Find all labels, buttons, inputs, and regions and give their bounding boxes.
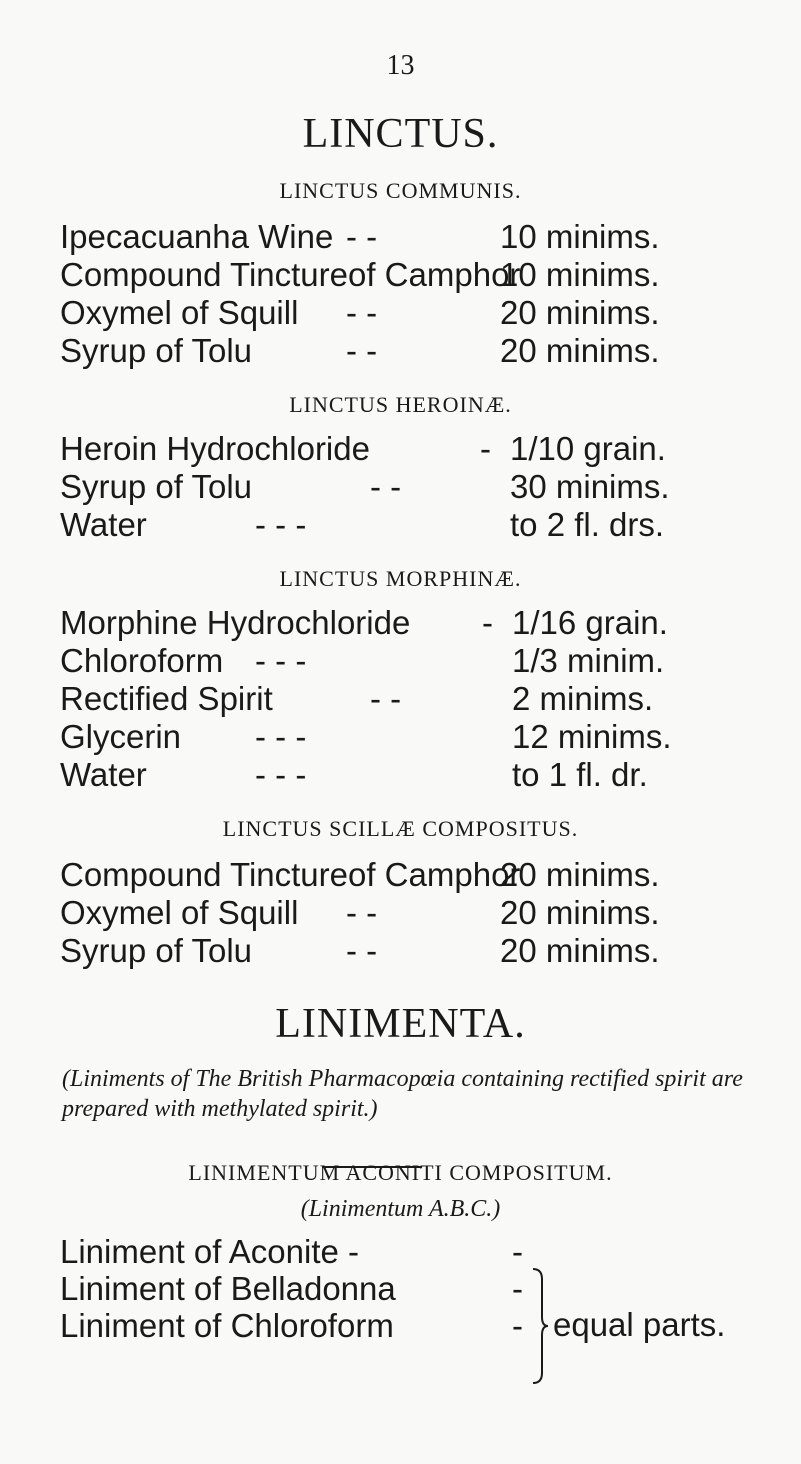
page-number: 13	[386, 50, 415, 81]
ingredient-name: Syrup of Tolu	[60, 332, 253, 369]
ingredient-quantity: 30 minims.	[510, 468, 670, 505]
ingredient-row	[60, 856, 760, 896]
ingredient-name: Chloroform	[60, 642, 224, 679]
page-title-2: LINIMENTA.	[275, 1001, 526, 1047]
ingredient-name: Glycerin	[60, 718, 182, 755]
ingredient-row	[60, 332, 760, 372]
ingredient-dash: -	[480, 430, 491, 467]
ingredient-dash: - -	[346, 332, 378, 369]
ingredient-row	[60, 642, 760, 682]
ingredient-dash: - -	[370, 468, 402, 505]
ingredient-name: Heroin Hydrochloride	[60, 430, 370, 467]
equal-parts-label: equal parts.	[553, 1306, 726, 1343]
ingredient-row	[60, 430, 760, 470]
ingredient-row	[60, 604, 760, 644]
ingredient-dash: -	[512, 1270, 523, 1307]
brace-icon	[530, 1267, 548, 1385]
ingredient-quantity: to 1 fl. dr.	[512, 756, 648, 793]
section-heading: LINCTUS HEROINÆ.	[289, 392, 512, 417]
ingredient-quantity: 20 minims.	[500, 932, 660, 969]
section-subheading: (Linimentum A.B.C.)	[300, 1196, 501, 1222]
ingredient-dash: - -	[346, 294, 378, 331]
ingredient-row	[60, 294, 760, 334]
ingredient-dash: - -	[370, 680, 402, 717]
ingredient-dash: - - -	[255, 642, 307, 679]
ingredient-name: Morphine Hydrochloride	[60, 604, 411, 641]
ingredient-dash: -	[512, 1233, 523, 1270]
ingredient-name: Water	[60, 506, 147, 543]
ingredient-dash: - - -	[255, 718, 307, 755]
ingredient-row	[60, 680, 760, 720]
ingredient-row	[60, 894, 760, 934]
ingredient-dash: -	[512, 1307, 523, 1344]
ingredient-name: Syrup of Tolu	[60, 468, 253, 505]
ingredient-row	[60, 218, 760, 258]
ingredient-row	[60, 756, 760, 796]
ingredient-name: Liniment of Belladonna	[60, 1270, 396, 1307]
ingredient-name: Liniment of Chloroform	[60, 1307, 394, 1344]
ingredient-quantity: 10 minims.	[500, 218, 660, 255]
ingredient-name: Rectified Spirit	[60, 680, 273, 717]
ingredient-quantity: 1/3 minim.	[512, 642, 665, 679]
ingredient-row	[60, 1270, 760, 1310]
ingredient-name: Oxymel of Squill	[60, 894, 299, 931]
ingredient-quantity: 2 minims.	[512, 680, 654, 717]
section-heading: LINCTUS MORPHINÆ.	[279, 566, 522, 591]
ingredient-name: Oxymel of Squill	[60, 294, 299, 331]
ingredient-dash: - -	[346, 932, 378, 969]
liniment-note: (Liniments of The British Pharmacopœia containing rectified spirit are prepared with methylated spirit.)	[62, 1066, 743, 1122]
section-heading: LINCTUS SCILLÆ COMPOSITUS.	[222, 816, 579, 841]
ingredient-quantity: 20 minims.	[500, 294, 660, 331]
ingredient-row	[60, 718, 760, 758]
ingredient-quantity: to 2 fl. drs.	[510, 506, 665, 543]
ingredient-dash: -	[482, 604, 493, 641]
page-title: LINCTUS.	[302, 111, 499, 157]
ingredient-name: Compound Tinctureof Camphor	[60, 256, 521, 293]
ingredient-quantity: 20 minims.	[500, 332, 660, 369]
ingredient-dash: - -	[346, 218, 378, 255]
ingredient-name: Syrup of Tolu	[60, 932, 253, 969]
ingredient-quantity: 20 minims.	[500, 894, 660, 931]
ingredient-quantity: 1/10 grain.	[510, 430, 666, 467]
ingredient-row	[60, 468, 760, 508]
ingredient-dash: - - -	[255, 506, 307, 543]
section-heading: LINIMENTUM ACONITI COMPOSITUM.	[188, 1160, 613, 1185]
ingredient-quantity: 1/16 grain.	[512, 604, 668, 641]
section-heading: LINCTUS COMMUNIS.	[279, 178, 522, 203]
ingredient-name: Compound Tinctureof Camphor	[60, 856, 521, 893]
ingredient-row	[60, 932, 760, 972]
ingredient-dash: - - -	[255, 756, 307, 793]
ingredient-row	[60, 1233, 760, 1273]
ingredient-quantity: 12 minims.	[512, 718, 672, 755]
ingredient-dash: - -	[346, 894, 378, 931]
ingredient-name: Water	[60, 756, 147, 793]
ingredient-row	[60, 506, 760, 546]
ingredient-row	[60, 256, 760, 296]
ingredient-name: Ipecacuanha Wine	[60, 218, 334, 255]
ingredient-name: Liniment of Aconite -	[60, 1233, 359, 1270]
ingredient-quantity: 20 minims.	[500, 856, 660, 893]
ingredient-quantity: 10 minims.	[500, 256, 660, 293]
